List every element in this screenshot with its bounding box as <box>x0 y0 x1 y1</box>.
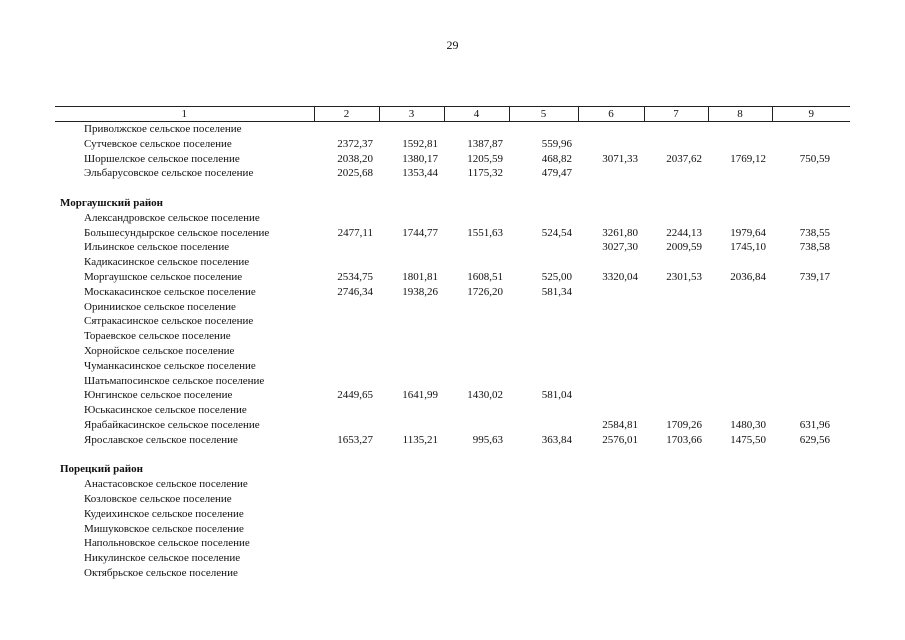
value-cell-col-5 <box>509 329 578 344</box>
table-row <box>55 211 850 226</box>
value-cell-col-6 <box>578 285 644 300</box>
value-cell-col-4 <box>444 477 509 492</box>
table-row <box>55 388 850 403</box>
value-cell-col-7 <box>644 566 708 581</box>
value-cell-col-8 <box>708 137 772 152</box>
column-header-5: 5 <box>509 107 578 122</box>
value-cell-col-8 <box>708 403 772 418</box>
value-cell-col-5 <box>509 344 578 359</box>
value-cell-col-4 <box>444 507 509 522</box>
value-cell-col-8 <box>708 566 772 581</box>
value-cell-col-2 <box>314 566 379 581</box>
value-cell-col-5 <box>509 522 578 537</box>
value-cell-col-6 <box>578 477 644 492</box>
value-cell-col-3: 1353,44 <box>402 167 438 180</box>
value-cell-col-7 <box>644 507 708 522</box>
column-header-9: 9 <box>772 107 850 122</box>
value-cell-col-3 <box>379 418 444 433</box>
value-cell-col-4: 1205,59 <box>467 152 503 165</box>
settlement-name: Сутчевское сельское поселение <box>84 137 232 150</box>
value-cell-col-8 <box>708 359 772 374</box>
settlement-name: Приволжское сельское поселение <box>84 123 242 135</box>
value-cell-col-7 <box>644 536 708 551</box>
value-cell-col-7: 2009,59 <box>666 241 702 254</box>
value-cell-col-2: 2746,34 <box>337 285 373 298</box>
settlement-name: Хорнойское сельское поселение <box>84 344 235 357</box>
settlement-name: Александровское сельское поселение <box>84 211 260 224</box>
value-cell-col-4: 1726,20 <box>467 285 503 298</box>
value-cell-col-7: 2301,53 <box>666 270 702 283</box>
value-cell-col-4: 1551,63 <box>467 226 503 239</box>
value-cell-col-2 <box>314 477 379 492</box>
column-header-3: 3 <box>379 107 444 122</box>
value-cell-col-6 <box>578 166 644 181</box>
table-row <box>55 255 850 270</box>
settlement-name: Козловское сельское поселение <box>84 492 232 505</box>
value-cell-col-3 <box>379 492 444 507</box>
value-cell-col-6 <box>578 137 644 152</box>
table-row <box>55 226 850 241</box>
value-cell-col-2 <box>314 240 379 255</box>
value-cell-col-4 <box>444 492 509 507</box>
value-cell-col-2: 2038,20 <box>337 152 373 165</box>
value-cell-col-8: 1480,30 <box>730 418 766 431</box>
value-cell-col-6: 3071,33 <box>602 152 638 165</box>
table-row <box>55 403 850 418</box>
value-cell-col-2 <box>314 551 379 566</box>
value-cell-col-4 <box>444 344 509 359</box>
value-cell-col-9 <box>772 551 850 566</box>
value-cell-col-4 <box>444 240 509 255</box>
value-cell-col-2 <box>314 300 379 315</box>
value-cell-col-9: 738,58 <box>799 241 830 254</box>
value-cell-col-2 <box>314 211 379 226</box>
settlement-name: Кудеихинское сельское поселение <box>84 507 244 520</box>
value-cell-col-9: 739,17 <box>799 270 830 283</box>
value-cell-col-4 <box>444 374 509 389</box>
value-cell-col-2 <box>314 536 379 551</box>
value-cell-col-9 <box>772 388 850 403</box>
value-cell-col-4 <box>444 122 509 137</box>
table-row <box>55 329 850 344</box>
value-cell-col-8 <box>708 507 772 522</box>
table-row <box>55 122 850 137</box>
value-cell-col-6 <box>578 344 644 359</box>
value-cell-col-5 <box>509 403 578 418</box>
value-cell-col-6 <box>578 300 644 315</box>
value-cell-col-5: 581,04 <box>541 389 572 402</box>
value-cell-col-6 <box>578 507 644 522</box>
table-row <box>55 433 850 448</box>
value-cell-col-8 <box>708 300 772 315</box>
settlement-name: Кадикасинское сельское поселение <box>84 256 250 269</box>
value-cell-col-2 <box>314 418 379 433</box>
value-cell-col-4: 1175,32 <box>467 167 503 180</box>
value-cell-col-8 <box>708 314 772 329</box>
district-heading-row <box>55 196 850 211</box>
value-cell-col-3 <box>379 329 444 344</box>
value-cell-col-5 <box>509 418 578 433</box>
value-cell-col-3 <box>379 507 444 522</box>
value-cell-col-7 <box>644 344 708 359</box>
value-cell-col-4 <box>444 536 509 551</box>
value-cell-col-3: 1380,17 <box>402 152 438 165</box>
settlement-name: Юнгинское сельское поселение <box>84 389 233 402</box>
value-cell-col-4 <box>444 359 509 374</box>
settlement-name: Никулинское сельское поселение <box>84 552 241 565</box>
value-cell-col-6 <box>578 403 644 418</box>
value-cell-col-9 <box>772 359 850 374</box>
data-table <box>55 106 850 581</box>
value-cell-col-4 <box>444 211 509 226</box>
column-header-6: 6 <box>578 107 644 122</box>
value-cell-col-7 <box>644 522 708 537</box>
table-row <box>55 270 850 285</box>
value-cell-col-9: 629,56 <box>799 433 830 446</box>
settlement-name: Шоршелское сельское поселение <box>84 152 240 165</box>
value-cell-col-3 <box>379 255 444 270</box>
value-cell-col-8 <box>708 211 772 226</box>
table-row <box>55 507 850 522</box>
value-cell-col-9 <box>772 300 850 315</box>
value-cell-col-5: 581,34 <box>541 285 572 298</box>
table-row <box>55 551 850 566</box>
value-cell-col-6 <box>578 492 644 507</box>
table-row <box>55 566 850 581</box>
value-cell-col-3 <box>379 374 444 389</box>
table-row <box>55 300 850 315</box>
settlement-name: Напольновское сельское поселение <box>84 537 250 550</box>
value-cell-col-5 <box>509 566 578 581</box>
value-cell-col-6: 3320,04 <box>602 270 638 283</box>
settlement-name: Сятракасинское сельское поселение <box>84 315 254 328</box>
settlement-name: Шатьмапосинское сельское поселение <box>84 374 265 387</box>
value-cell-col-9 <box>772 403 850 418</box>
value-cell-col-9: 631,96 <box>799 418 830 431</box>
table-row <box>55 152 850 167</box>
value-cell-col-8 <box>708 344 772 359</box>
table-row <box>55 522 850 537</box>
value-cell-col-8 <box>708 388 772 403</box>
column-header-4: 4 <box>444 107 509 122</box>
district-heading: Моргаушский район <box>60 196 164 209</box>
table-row <box>55 492 850 507</box>
value-cell-col-2: 1653,27 <box>337 433 373 446</box>
value-cell-col-8: 1745,10 <box>730 241 766 254</box>
value-cell-col-6 <box>578 374 644 389</box>
value-cell-col-4: 995,63 <box>472 433 503 446</box>
value-cell-col-9 <box>772 344 850 359</box>
table-row <box>55 477 850 492</box>
value-cell-col-8: 1979,64 <box>730 226 766 239</box>
value-cell-col-5 <box>509 300 578 315</box>
value-cell-col-9 <box>772 166 850 181</box>
value-cell-col-8 <box>708 166 772 181</box>
value-cell-col-5 <box>509 374 578 389</box>
district-heading: Порецкий район <box>60 463 143 476</box>
table-body <box>55 122 850 581</box>
value-cell-col-5 <box>509 314 578 329</box>
value-cell-col-4: 1608,51 <box>467 270 503 283</box>
value-cell-col-5: 524,54 <box>541 226 572 239</box>
value-cell-col-7 <box>644 211 708 226</box>
value-cell-col-9 <box>772 507 850 522</box>
value-cell-col-2 <box>314 359 379 374</box>
value-cell-col-2 <box>314 403 379 418</box>
table-row <box>55 359 850 374</box>
value-cell-col-9 <box>772 314 850 329</box>
value-cell-col-7 <box>644 388 708 403</box>
value-cell-col-2 <box>314 522 379 537</box>
value-cell-col-5 <box>509 211 578 226</box>
value-cell-col-2: 2025,68 <box>337 167 373 180</box>
settlement-name: Моргаушское сельское поселение <box>84 270 243 283</box>
value-cell-col-2 <box>314 492 379 507</box>
value-cell-col-3 <box>379 522 444 537</box>
value-cell-col-8 <box>708 122 772 137</box>
table-row <box>55 285 850 300</box>
value-cell-col-7 <box>644 255 708 270</box>
settlement-name: Оринииское сельское поселение <box>84 300 236 313</box>
value-cell-col-7 <box>644 329 708 344</box>
column-header-8: 8 <box>708 107 772 122</box>
value-cell-col-3: 1744,77 <box>402 226 438 239</box>
value-cell-col-5 <box>509 359 578 374</box>
value-cell-col-8 <box>708 522 772 537</box>
value-cell-col-2 <box>314 314 379 329</box>
table-row <box>55 374 850 389</box>
value-cell-col-3 <box>379 344 444 359</box>
value-cell-col-7 <box>644 314 708 329</box>
settlement-name: Чуманкасинское сельское поселение <box>84 359 256 372</box>
value-cell-col-7: 1709,26 <box>666 418 702 431</box>
value-cell-col-4 <box>444 314 509 329</box>
value-cell-col-7 <box>644 492 708 507</box>
value-cell-col-7: 2244,13 <box>666 226 702 239</box>
value-cell-col-6: 3261,80 <box>602 226 638 239</box>
value-cell-col-8 <box>708 285 772 300</box>
value-cell-col-5 <box>509 255 578 270</box>
value-cell-col-7 <box>644 285 708 300</box>
value-cell-col-3 <box>379 551 444 566</box>
value-cell-col-9: 738,55 <box>799 226 830 239</box>
value-cell-col-3: 1135,21 <box>402 433 438 446</box>
value-cell-col-4: 1430,02 <box>467 389 503 402</box>
value-cell-col-6 <box>578 359 644 374</box>
value-cell-col-5 <box>509 240 578 255</box>
settlement-name: Тораевское сельское поселение <box>84 330 231 343</box>
value-cell-col-2 <box>314 122 379 137</box>
column-header-1: 1 <box>55 107 314 122</box>
value-cell-col-8 <box>708 536 772 551</box>
value-cell-col-5: 559,96 <box>541 137 572 150</box>
settlement-name: Октябрьское сельское поселение <box>84 566 238 579</box>
value-cell-col-4 <box>444 300 509 315</box>
value-cell-col-6 <box>578 522 644 537</box>
value-cell-col-3 <box>379 477 444 492</box>
value-cell-col-8: 1769,12 <box>730 152 766 165</box>
value-cell-col-9 <box>772 329 850 344</box>
value-cell-col-4 <box>444 551 509 566</box>
value-cell-col-2 <box>314 329 379 344</box>
value-cell-col-4 <box>444 566 509 581</box>
value-cell-col-3 <box>379 240 444 255</box>
settlement-name: Москакасинское сельское поселение <box>84 285 256 298</box>
value-cell-col-3 <box>379 211 444 226</box>
value-cell-col-7: 1703,66 <box>666 433 702 446</box>
value-cell-col-2 <box>314 344 379 359</box>
value-cell-col-5 <box>509 551 578 566</box>
value-cell-col-3: 1801,81 <box>402 270 438 283</box>
value-cell-col-6 <box>578 211 644 226</box>
value-cell-col-4: 1387,87 <box>467 137 503 150</box>
table-row <box>55 418 850 433</box>
value-cell-col-4 <box>444 329 509 344</box>
value-cell-col-8: 1475,50 <box>730 433 766 446</box>
value-cell-col-9 <box>772 536 850 551</box>
table-row <box>55 137 850 152</box>
value-cell-col-5: 479,47 <box>541 167 572 180</box>
value-cell-col-3 <box>379 300 444 315</box>
value-cell-col-9 <box>772 522 850 537</box>
value-cell-col-6 <box>578 122 644 137</box>
value-cell-col-8 <box>708 329 772 344</box>
column-header-2: 2 <box>314 107 379 122</box>
value-cell-col-9 <box>772 566 850 581</box>
value-cell-col-3 <box>379 359 444 374</box>
value-cell-col-9 <box>772 285 850 300</box>
settlement-name: Ярабайкасинское сельское поселение <box>84 418 260 431</box>
value-cell-col-9 <box>772 137 850 152</box>
settlement-name: Эльбарусовское сельское поселение <box>84 167 254 180</box>
value-cell-col-6 <box>578 329 644 344</box>
value-cell-col-6: 2576,01 <box>602 433 638 446</box>
value-cell-col-3: 1592,81 <box>402 137 438 150</box>
settlement-name: Анастасовское сельское поселение <box>84 478 248 491</box>
value-cell-col-5 <box>509 536 578 551</box>
district-heading-row <box>55 462 850 477</box>
value-cell-col-2: 2477,11 <box>337 226 373 239</box>
value-cell-col-2: 2534,75 <box>337 270 373 283</box>
value-cell-col-9: 750,59 <box>799 152 830 165</box>
value-cell-col-3: 1938,26 <box>402 285 438 298</box>
table-row <box>55 314 850 329</box>
value-cell-col-3: 1641,99 <box>402 389 438 402</box>
value-cell-col-9 <box>772 255 850 270</box>
value-cell-col-3 <box>379 403 444 418</box>
value-cell-col-7 <box>644 122 708 137</box>
value-cell-col-5 <box>509 477 578 492</box>
value-cell-col-6 <box>578 255 644 270</box>
value-cell-col-9 <box>772 122 850 137</box>
settlement-name: Мишуковское сельское поселение <box>84 522 244 535</box>
value-cell-col-7 <box>644 300 708 315</box>
value-cell-col-5 <box>509 507 578 522</box>
value-cell-col-6: 3027,30 <box>602 241 638 254</box>
value-cell-col-3 <box>379 536 444 551</box>
table-row <box>55 240 850 255</box>
value-cell-col-2 <box>314 507 379 522</box>
value-cell-col-8 <box>708 492 772 507</box>
value-cell-col-9 <box>772 477 850 492</box>
value-cell-col-6: 2584,81 <box>602 418 638 431</box>
value-cell-col-6 <box>578 551 644 566</box>
header-row <box>55 107 850 122</box>
value-cell-col-7 <box>644 359 708 374</box>
value-cell-col-4 <box>444 522 509 537</box>
section-spacer <box>55 181 850 196</box>
value-cell-col-9 <box>772 211 850 226</box>
page-number: 29 <box>446 38 459 52</box>
value-cell-col-3 <box>379 566 444 581</box>
table-row <box>55 536 850 551</box>
value-cell-col-8 <box>708 477 772 492</box>
value-cell-col-4 <box>444 403 509 418</box>
value-cell-col-9 <box>772 374 850 389</box>
value-cell-col-7 <box>644 137 708 152</box>
value-cell-col-6 <box>578 566 644 581</box>
settlement-name: Ярославское сельское поселение <box>84 433 238 446</box>
settlement-name: Юськасинское сельское поселение <box>84 404 247 417</box>
value-cell-col-7 <box>644 166 708 181</box>
settlement-name: Большесундырское сельское поселение <box>84 226 270 239</box>
value-cell-col-3 <box>379 314 444 329</box>
value-cell-col-2: 2372,37 <box>337 137 373 150</box>
settlement-name: Ильинское сельское поселение <box>84 241 230 254</box>
value-cell-col-2 <box>314 255 379 270</box>
value-cell-col-4 <box>444 255 509 270</box>
value-cell-col-7 <box>644 403 708 418</box>
value-cell-col-5: 363,84 <box>541 433 572 446</box>
table-row <box>55 344 850 359</box>
value-cell-col-6 <box>578 388 644 403</box>
value-cell-col-3 <box>379 122 444 137</box>
value-cell-col-5: 468,82 <box>541 152 572 165</box>
table-row <box>55 166 850 181</box>
value-cell-col-5 <box>509 122 578 137</box>
value-cell-col-8 <box>708 255 772 270</box>
value-cell-col-7 <box>644 374 708 389</box>
value-cell-col-6 <box>578 314 644 329</box>
section-spacer <box>55 448 850 463</box>
value-cell-col-8: 2036,84 <box>730 270 766 283</box>
value-cell-col-9 <box>772 492 850 507</box>
value-cell-col-6 <box>578 536 644 551</box>
value-cell-col-5: 525,00 <box>541 270 572 283</box>
value-cell-col-8 <box>708 374 772 389</box>
value-cell-col-5 <box>509 492 578 507</box>
table-header <box>55 107 850 122</box>
column-header-7: 7 <box>644 107 708 122</box>
value-cell-col-2: 2449,65 <box>337 389 373 402</box>
value-cell-col-4 <box>444 418 509 433</box>
value-cell-col-8 <box>708 551 772 566</box>
value-cell-col-2 <box>314 374 379 389</box>
value-cell-col-7 <box>644 551 708 566</box>
value-cell-col-7: 2037,62 <box>666 152 702 165</box>
value-cell-col-7 <box>644 477 708 492</box>
